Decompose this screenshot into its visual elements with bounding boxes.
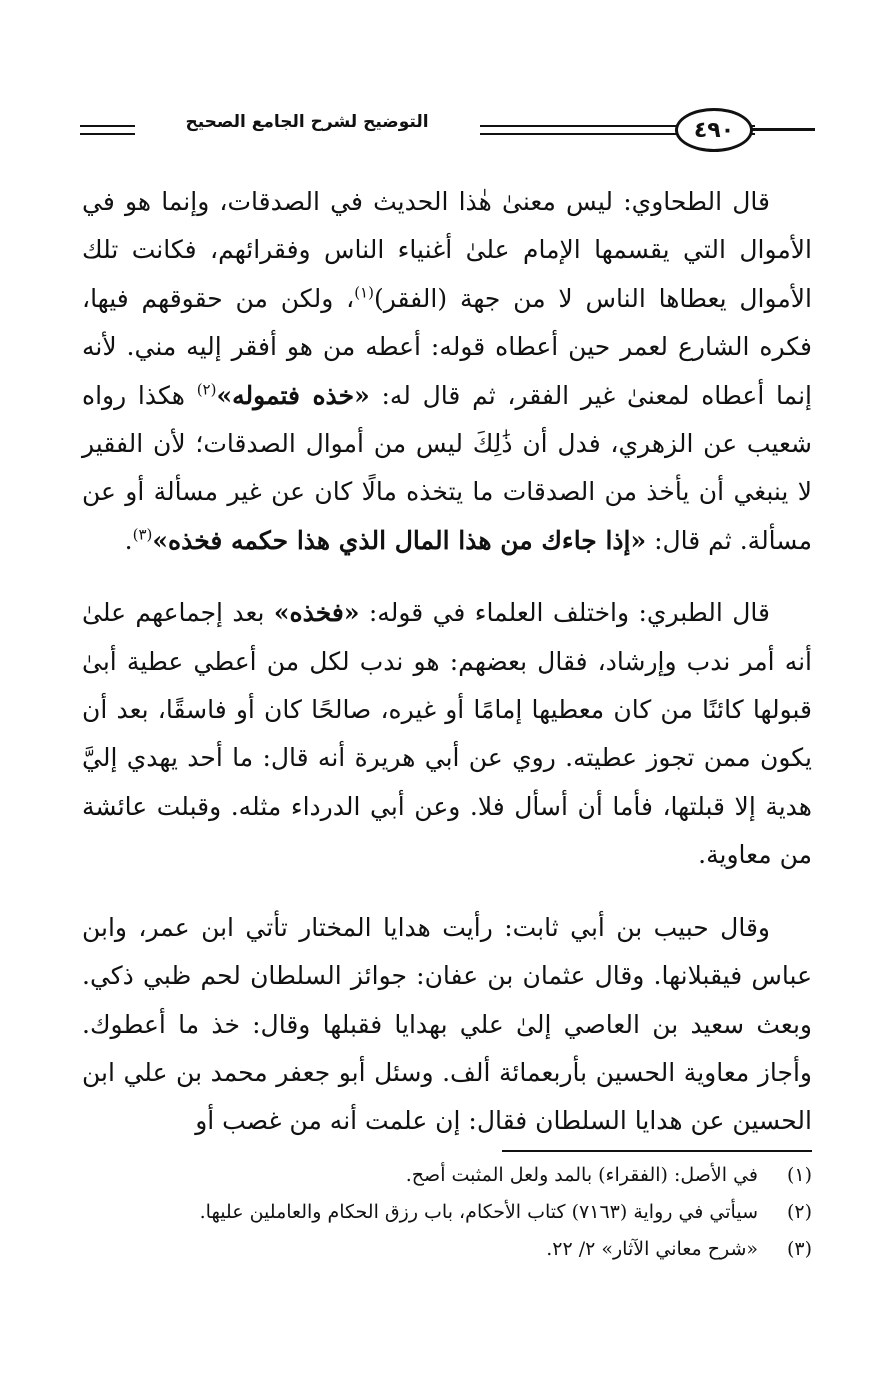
footnote-ref: (٢) [196,380,217,399]
paragraph [82,589,812,879]
footnote-text: «شرح معاني الآثار» ٢/ ٢٢. [546,1238,758,1260]
text-run: قال الطحاوي: ليس معنىٰ هٰذا الحديث في الصدقات، وإنما هو في الأموال التي يقسمها الإمام علىٰ أغنياء الناس وفقرائهم، فكانت تلك الأموال يعطاها الناس لا من جهة (الفقر) [82,187,812,313]
footnote [82,1157,812,1194]
footnote [82,1194,812,1231]
text-run: هكذا رواه شعيب عن الزهري، فدل أن ذَٰلِكَ ليس من أموال الصدقات؛ لأن الفقير لا ينبغي أن يأخذ من الصدقات ما يتخذه مالًا كان عن غير مسألة أو عن مسألة. ثم قال: [82,380,812,555]
paragraph: وقال حبيب بن أبي ثابت: رأيت هدايا المختار تأتي ابن عمر، وابن عباس فيقبلانها. وقال عثمان بن عفان: جوائز السلطان لحم ظبي ذكي. وبعث سعيد بن العاصي إلىٰ علي بهدايا فقبلها وقال: خذ ما أعطوك. وأجاز معاوية الحسين بأربعمائة ألف. وسئل أبو جعفر محمد بن علي ابن الحسين عن هدايا السلطان فقال: إن علمت أنه من غصب أو [82,912,812,1136]
text-run: . [124,525,133,555]
footnote-text: في الأصل: (الفقراء) بالمد ولعل المثبت أصح. [405,1164,758,1186]
hadith-quote: «فخذه» [273,598,360,628]
footnote-number: (٣) [786,1238,812,1260]
book-title: التوضيح لشرح الجامع الصحيح [185,112,429,132]
text-run: بعد إجماعهم علىٰ أنه أمر ندب وإرشاد، فقال بعضهم: هو ندب لكل من أعطي عطية أبىٰ قبولها كائنًا من كان معطيها إمامًا أو غيره، صالحًا كان أو فاسقًا، بعد أن يكون ممن تجوز عطيته. روي عن أبي هريرة أنه قال: ما أحد يهدي إليَّ هدية إلا قبلتها، فأما أن أسأل فلا. وعن أبي الدرداء مثله. وقبلت عائشة من معاوية. [82,598,812,870]
footnotes [82,1157,812,1268]
hadith-quote: «خذه فتموله» [216,380,370,410]
footnote [82,1231,812,1268]
footnote-number: (٢) [786,1201,812,1223]
footnote-separator [502,1150,812,1152]
main-text [82,178,812,1146]
text-run: ، ولكن من حقوقهم فيها، فكره الشارع لعمر حين أعطاه قوله: أعطه من هو أفقر إليه مني. لأنه إنما أعطاه لمعنىٰ غير الفقر، ثم قال له: [82,283,812,410]
footnote-ref: (١) [354,283,374,302]
header-rule [80,133,135,135]
paragraph [82,178,812,565]
page-header [80,108,815,158]
footnote-number: (١) [786,1164,812,1186]
page-number: ٤٩٠ [675,108,753,152]
hadith-quote: «إذا جاءك من هذا المال الذي هذا حكمه فخذه» [152,525,647,555]
footnote-text: سيأتي في رواية (٧١٦٣) كتاب الأحكام، باب رزق الحكام والعاملين عليها. [199,1201,758,1223]
text-run: قال الطبري: واختلف العلماء في قوله: [359,598,770,628]
header-rule [80,125,135,127]
footnote-ref: (٣) [132,525,153,544]
